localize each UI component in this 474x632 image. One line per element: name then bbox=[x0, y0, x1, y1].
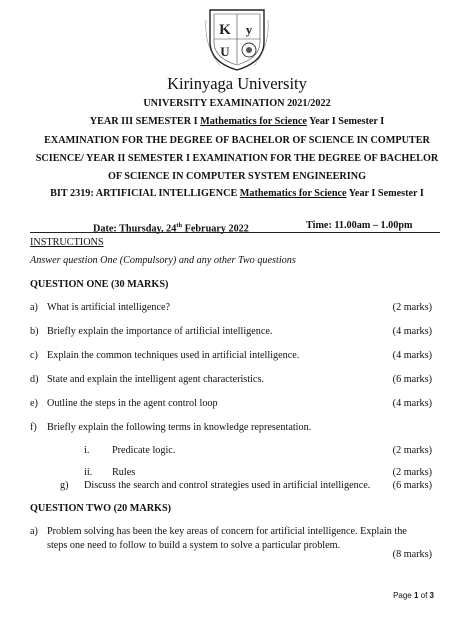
degree-line-3: OF SCIENCE IN COMPUTER SYSTEM ENGINEERING bbox=[107, 171, 367, 182]
q1-subitem-marks: (2 marks) bbox=[392, 445, 432, 456]
page-number: Page 1 of 3 bbox=[393, 591, 434, 600]
q1-subitem-text: Predicate logic. bbox=[112, 445, 176, 456]
year-semester-line: YEAR III SEMESTER I Mathematics for Science Year I Semester I bbox=[89, 116, 385, 127]
q2-item-label: a) bbox=[30, 526, 38, 537]
degree-line-2: SCIENCE/ YEAR II SEMESTER I EXAMINATION FOR THE DEGREE OF BACHELOR bbox=[35, 153, 439, 164]
course-line: BIT 2319: ARTIFICIAL INTELLIGENCE Mathematics for Science Year I Semester I bbox=[50, 188, 424, 199]
exam-date: Date: Thursday, 24th February 2022 bbox=[93, 222, 249, 235]
logo-letter: K bbox=[219, 22, 231, 38]
q1-item-marks: (6 marks) bbox=[392, 374, 432, 385]
instructions-title: INSTRUCTIONS bbox=[30, 237, 104, 248]
q2-item-marks: (8 marks) bbox=[392, 549, 432, 560]
q1-subitem-text: Rules bbox=[112, 467, 136, 478]
logo-letter: U bbox=[220, 44, 230, 59]
q1-item-marks: (4 marks) bbox=[392, 350, 432, 361]
q1-item-text: Explain the common techniques used in artificial intelligence. bbox=[47, 350, 300, 361]
q1-subitem-label: ii. bbox=[84, 467, 93, 478]
university-logo bbox=[204, 6, 270, 72]
degree-line-1: EXAMINATION FOR THE DEGREE OF BACHELOR OF SCIENCE IN COMPUTER bbox=[44, 135, 430, 146]
q1-item-label: f) bbox=[30, 422, 37, 433]
q1-item-label: g) bbox=[60, 480, 69, 491]
date-rule bbox=[30, 232, 440, 233]
q1-subitem-label: i. bbox=[84, 445, 90, 456]
question-two-title: QUESTION TWO (20 MARKS) bbox=[30, 503, 172, 514]
q1-item-marks: (6 marks) bbox=[392, 480, 432, 491]
q1-item-label: a) bbox=[30, 302, 38, 313]
instructions-text: Answer question One (Compulsory) and any other Two questions bbox=[30, 255, 296, 266]
q1-item-text: Discuss the search and control strategies used in artificial intelligence. bbox=[84, 480, 371, 491]
q1-subitem-marks: (2 marks) bbox=[392, 467, 432, 478]
q1-item-label: c) bbox=[30, 350, 38, 361]
q1-item-marks: (2 marks) bbox=[392, 302, 432, 313]
exam-title: UNIVERSITY EXAMINATION 2021/2022 bbox=[143, 98, 331, 109]
logo-letter: y bbox=[245, 22, 253, 37]
q1-item-text: Outline the steps in the agent control loop bbox=[47, 398, 218, 409]
q1-item-label: b) bbox=[30, 326, 39, 337]
university-name: Kirinyaga University bbox=[167, 74, 307, 93]
q1-item-label: d) bbox=[30, 374, 39, 385]
q2-item-text-line2: steps one need to follow to build a system to solve a particular problem. bbox=[47, 540, 341, 551]
q1-item-marks: (4 marks) bbox=[392, 398, 432, 409]
q1-item-text: What is artificial intelligence? bbox=[47, 302, 171, 313]
question-one-title: QUESTION ONE (30 MARKS) bbox=[30, 279, 169, 290]
q1-item-text: Briefly explain the importance of artificial intelligence. bbox=[47, 326, 273, 337]
q1-item-text: Briefly explain the following terms in knowledge representation. bbox=[47, 422, 312, 433]
q1-item-marks: (4 marks) bbox=[392, 326, 432, 337]
exam-time: Time: 11.00am – 1.00pm bbox=[306, 220, 413, 231]
q1-item-text: State and explain the intelligent agent characteristics. bbox=[47, 374, 264, 385]
q2-item-text-line1: Problem solving has been the key areas of concern for artificial intelligence. Explain the bbox=[47, 526, 407, 537]
q1-item-label: e) bbox=[30, 398, 38, 409]
